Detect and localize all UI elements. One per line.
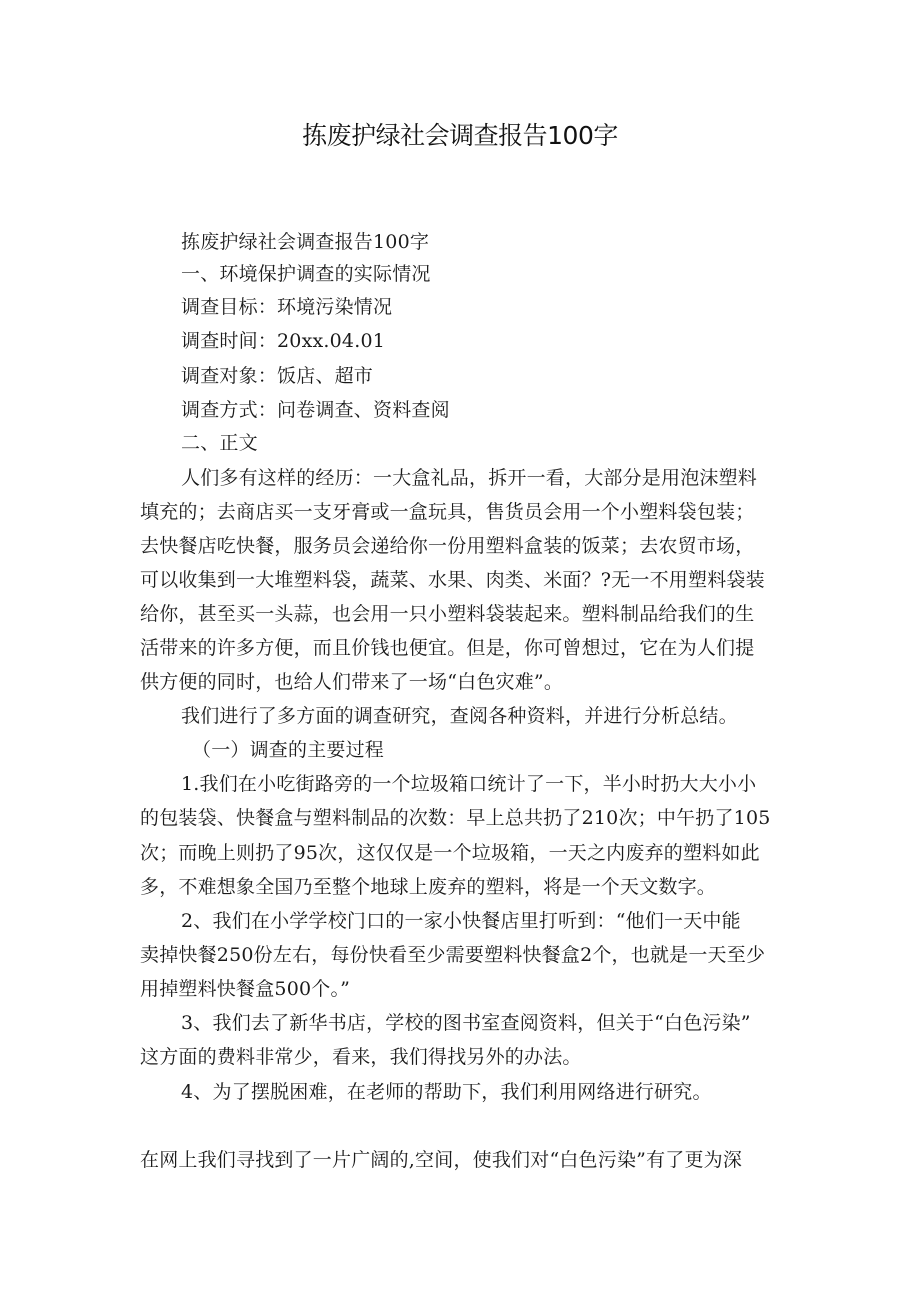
body-paragraph-line: 在网上我们寻找到了一片广阔的,空间，使我们对“白色污染”有了更为深	[140, 1149, 743, 1171]
body-paragraph-line: 用掉塑料快餐盒500个。”	[140, 978, 351, 1000]
report-heading: 拣废护绿社会调查报告100字	[181, 231, 430, 253]
body-paragraph-line: 去快餐店吃快餐，服务员会递给你一份用塑料盒装的饭菜；去农贸市场，	[140, 535, 755, 557]
body-paragraph-line: 1.我们在小吃街路旁的一个垃圾箱口统计了一下，半小时扔大大小小	[181, 773, 757, 795]
survey-method: 调查方式：问卷调查、资料查阅	[181, 399, 450, 421]
body-paragraph-line: 活带来的许多方便，而且价钱也便宜。但是，你可曾想过，它在为人们提	[140, 637, 755, 659]
body-paragraph-line: 多，不难想象全国乃至整个地球上废弃的塑料，将是一个天文数字。	[140, 876, 717, 898]
subsection-heading: （一）调查的主要过程	[192, 739, 385, 761]
body-paragraph-line: 给你，甚至买一头蒜，也会用一只小塑料袋装起来。塑料制品给我们的生	[140, 603, 755, 625]
survey-subjects: 调查对象：饭店、超市	[181, 365, 374, 387]
section-one-heading: 一、环境保护调查的实际情况	[181, 263, 431, 285]
body-paragraph-line: 供方便的同时，也给人们带来了一场“白色灾难”。	[140, 671, 564, 693]
body-paragraph-line: 填充的；去商店买一支牙膏或一盒玩具，售货员会用一个小塑料袋包装；	[140, 501, 755, 523]
body-paragraph-line: 这方面的费料非常少，看来，我们得找另外的办法。	[140, 1046, 582, 1068]
body-paragraph-line: 人们多有这样的经历：一大盒礼品，拆开一看，大部分是用泡沫塑料	[181, 467, 758, 489]
document-title: 拣废护绿社会调查报告100字	[302, 121, 618, 150]
body-paragraph-line: 我们进行了多方面的调查研究，查阅各种资料，并进行分析总结。	[181, 705, 738, 727]
body-paragraph-line: 3、我们去了新华书店，学校的图书室查阅资料，但关于“白色污染”	[181, 1012, 751, 1034]
survey-time: 调查时间：20xx.04.01	[181, 330, 386, 352]
survey-target: 调查目标：环境污染情况	[181, 296, 393, 318]
body-paragraph-line: 卖掉快餐250份左右，每份快看至少需要塑料快餐盒2个，也就是一天至少	[140, 944, 766, 966]
body-paragraph-line: 4、为了摆脱困难，在老师的帮助下，我们利用网络进行研究。	[181, 1081, 712, 1103]
body-paragraph-line: 的包装袋、快餐盒与塑料制品的次数：早上总共扔了210次；中午扔了105	[140, 807, 771, 829]
body-paragraph-line: 可以收集到一大堆塑料袋，蔬菜、水果、肉类、米面？?无一不用塑料袋装	[140, 569, 765, 591]
body-paragraph-line: 2、我们在小学学校门口的一家小快餐店里打听到：“他们一天中能	[181, 910, 741, 932]
section-two-heading: 二、正文	[181, 432, 258, 454]
body-paragraph-line: 次；而晚上则扔了95次，这仅仅是一个垃圾箱，一天之内废弃的塑料如此	[140, 842, 760, 864]
